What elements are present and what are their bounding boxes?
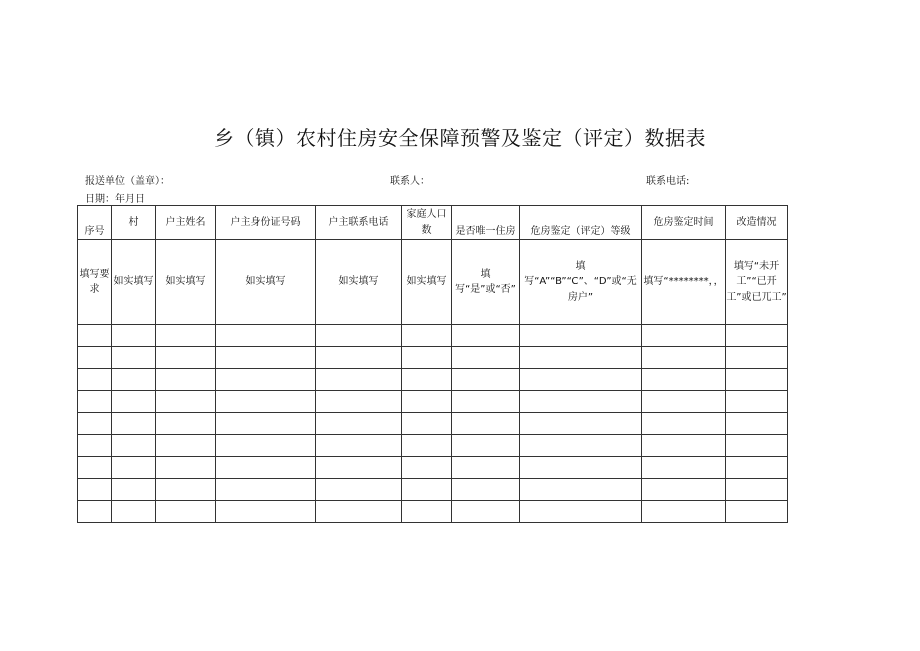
table-cell[interactable] <box>642 391 726 413</box>
header-cell-renovation-status: 改造情况 <box>726 206 788 240</box>
table-cell[interactable] <box>642 457 726 479</box>
table-cell[interactable] <box>112 391 156 413</box>
header-cell-household-size: 家庭人口数 <box>402 206 452 240</box>
table-cell[interactable] <box>156 501 216 523</box>
table-cell[interactable] <box>316 457 402 479</box>
table-cell[interactable] <box>452 435 520 457</box>
table-cell[interactable] <box>316 369 402 391</box>
table-cell[interactable] <box>112 413 156 435</box>
table-cell[interactable] <box>112 501 156 523</box>
table-cell[interactable] <box>78 347 112 369</box>
table-cell[interactable] <box>156 325 216 347</box>
table-cell[interactable] <box>726 347 788 369</box>
requirement-cell: 填写“是”或“否” <box>452 240 520 325</box>
table-cell[interactable] <box>642 347 726 369</box>
table-cell[interactable] <box>78 413 112 435</box>
table-cell[interactable] <box>156 369 216 391</box>
table-row <box>78 369 788 391</box>
table-cell[interactable] <box>216 325 316 347</box>
contact-person-label: 联系人： <box>390 176 430 187</box>
requirement-cell: 如实填写 <box>156 240 216 325</box>
requirement-cell: 填写“A”“B”“C”、“D”或“无房户” <box>520 240 642 325</box>
table-cell[interactable] <box>112 479 156 501</box>
table-cell[interactable] <box>452 325 520 347</box>
date-label: 日期：年月日 <box>85 194 145 205</box>
table-cell[interactable] <box>78 457 112 479</box>
table-row <box>78 501 788 523</box>
table-row <box>78 413 788 435</box>
table-cell[interactable] <box>402 347 452 369</box>
requirement-cell: 填写要求 <box>78 240 112 325</box>
table-cell[interactable] <box>520 501 642 523</box>
table-cell[interactable] <box>726 391 788 413</box>
table-cell[interactable] <box>402 391 452 413</box>
table-cell[interactable] <box>112 435 156 457</box>
table-cell[interactable] <box>642 501 726 523</box>
table-cell[interactable] <box>402 457 452 479</box>
table-row <box>78 457 788 479</box>
header-cell-village: 村 <box>112 206 156 240</box>
table-cell[interactable] <box>402 501 452 523</box>
header-cell-owner-id: 户主身份证号码 <box>216 206 316 240</box>
table-cell[interactable] <box>78 435 112 457</box>
table-cell[interactable] <box>452 369 520 391</box>
table-cell[interactable] <box>216 457 316 479</box>
table-cell[interactable] <box>726 369 788 391</box>
header-cell-only-house: 是否唯一住房 <box>452 206 520 240</box>
table-cell[interactable] <box>316 435 402 457</box>
data-table <box>77 205 788 523</box>
table-cell[interactable] <box>452 501 520 523</box>
table-row <box>78 479 788 501</box>
table-cell[interactable] <box>156 391 216 413</box>
table-cell[interactable] <box>452 347 520 369</box>
table-cell[interactable] <box>642 435 726 457</box>
table-cell[interactable] <box>156 413 216 435</box>
table-row <box>78 391 788 413</box>
page-title: 乡（镇）农村住房安全保障预警及鉴定（评定）数据表 <box>214 126 706 150</box>
table-row <box>78 435 788 457</box>
table-cell[interactable] <box>316 413 402 435</box>
header-row <box>78 206 788 240</box>
table-cell[interactable] <box>78 391 112 413</box>
table-cell[interactable] <box>642 413 726 435</box>
requirement-cell: 如实填写 <box>216 240 316 325</box>
table-cell[interactable] <box>520 457 642 479</box>
header-cell-owner-phone: 户主联系电话 <box>316 206 402 240</box>
requirement-cell: 填写“********，， <box>642 240 726 325</box>
table-cell[interactable] <box>156 479 216 501</box>
table-cell[interactable] <box>78 325 112 347</box>
table-cell[interactable] <box>726 501 788 523</box>
requirement-cell: 如实填写 <box>112 240 156 325</box>
table-cell[interactable] <box>216 435 316 457</box>
header-cell-assessment-time: 危房鉴定时间 <box>642 206 726 240</box>
table-cell[interactable] <box>520 435 642 457</box>
table-cell[interactable] <box>216 413 316 435</box>
table-cell[interactable] <box>78 501 112 523</box>
table-cell[interactable] <box>216 479 316 501</box>
table-row <box>78 347 788 369</box>
header-cell-danger-level: 危房鉴定（评定）等级 <box>520 206 642 240</box>
table-cell[interactable] <box>402 325 452 347</box>
table-cell[interactable] <box>520 479 642 501</box>
table-cell[interactable] <box>402 413 452 435</box>
table-cell[interactable] <box>642 369 726 391</box>
table-cell[interactable] <box>216 347 316 369</box>
table-cell[interactable] <box>316 479 402 501</box>
table-cell[interactable] <box>112 325 156 347</box>
contact-phone-label: 联系电话: <box>646 176 690 187</box>
table-cell[interactable] <box>452 479 520 501</box>
table-cell[interactable] <box>316 325 402 347</box>
table-cell[interactable] <box>316 347 402 369</box>
header-cell-owner-name: 户主姓名 <box>156 206 216 240</box>
table-cell[interactable] <box>726 435 788 457</box>
table-row <box>78 325 788 347</box>
table-cell[interactable] <box>726 413 788 435</box>
table-cell[interactable] <box>316 501 402 523</box>
table-cell[interactable] <box>402 369 452 391</box>
table-cell[interactable] <box>452 457 520 479</box>
header-cell-index: 序号 <box>78 206 112 240</box>
table-cell[interactable] <box>216 501 316 523</box>
requirement-cell: 如实填写 <box>316 240 402 325</box>
table-cell[interactable] <box>156 347 216 369</box>
table-cell[interactable] <box>520 413 642 435</box>
table-cell[interactable] <box>156 457 216 479</box>
table-cell[interactable] <box>112 369 156 391</box>
table-cell[interactable] <box>452 413 520 435</box>
table-cell[interactable] <box>726 479 788 501</box>
table-cell[interactable] <box>216 369 316 391</box>
table-cell[interactable] <box>402 435 452 457</box>
table-cell[interactable] <box>156 435 216 457</box>
table-cell[interactable] <box>452 391 520 413</box>
table-cell[interactable] <box>642 479 726 501</box>
table-cell[interactable] <box>520 325 642 347</box>
table-cell[interactable] <box>78 369 112 391</box>
requirements-row <box>78 240 788 325</box>
table-cell[interactable] <box>520 347 642 369</box>
table-cell[interactable] <box>642 325 726 347</box>
table-cell[interactable] <box>112 457 156 479</box>
table-cell[interactable] <box>726 325 788 347</box>
requirement-cell: 填写“未开工”“已开工”或已兀工” <box>726 240 788 325</box>
table-cell[interactable] <box>726 457 788 479</box>
table-cell[interactable] <box>520 391 642 413</box>
table-cell[interactable] <box>316 391 402 413</box>
table-cell[interactable] <box>112 347 156 369</box>
reporting-unit-label: 报送单位（盖章）： <box>85 176 170 187</box>
table-cell[interactable] <box>216 391 316 413</box>
table-cell[interactable] <box>402 479 452 501</box>
table-cell[interactable] <box>78 479 112 501</box>
table-cell[interactable] <box>520 369 642 391</box>
requirement-cell: 如实填写 <box>402 240 452 325</box>
